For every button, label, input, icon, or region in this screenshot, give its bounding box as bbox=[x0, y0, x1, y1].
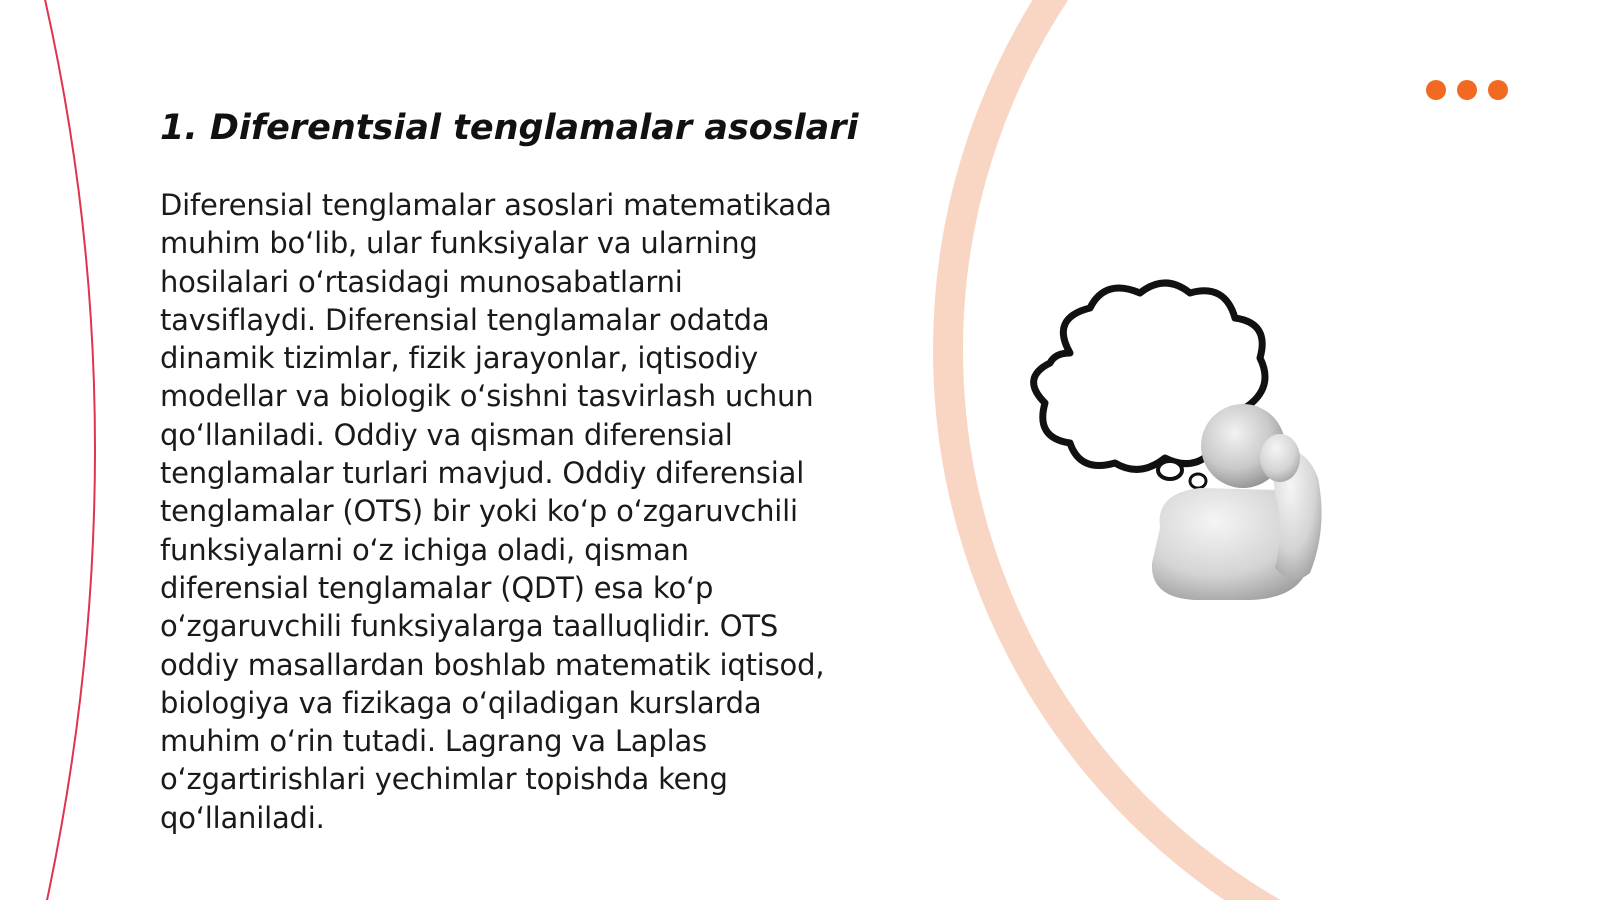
slide-title: 1. Diferentsial tenglamalar asoslari bbox=[160, 108, 859, 148]
thought-bubble-tiny bbox=[1190, 474, 1206, 488]
dot-3 bbox=[1488, 80, 1508, 100]
thought-bubble-small bbox=[1158, 461, 1182, 479]
dot-2 bbox=[1457, 80, 1477, 100]
menu-dots-icon bbox=[1426, 80, 1508, 100]
thinking-person-icon bbox=[1030, 278, 1350, 618]
person-hand bbox=[1260, 434, 1300, 482]
slide-body-text: Diferensial tenglamalar asoslari matematikada muhim bo‘lib, ular funksiyalar va ularning hosilalari o‘rtasidagi munosabatlarni tavsiflaydi. Diferensial tenglamalar odatda dinamik tizimlar, fizik jarayonlar, iqtisodiy modellar va biologik o‘sishni tasvirlash uchun qo‘llaniladi. Oddiy va qisman diferensial tenglamalar turlari mavjud. Oddiy diferensial tenglamalar (OTS) bir yoki ko‘p o‘zgaruvchili funksiyalarni o‘z ichiga oladi, qisman diferensial tenglamalar (QDT) esa ko‘p o‘zgaruvchili funksiyalarga taalluqlidir. OTS oddiy masallardan boshlab matematik iqtisod, biologiya va fizikaga o‘qiladigan kurslarda muhim o‘rin tutadi. Lagrang va Laplas o‘zgartirishlari yechimlar topishda keng qo‘llaniladi. bbox=[160, 188, 832, 835]
left-accent-curve bbox=[44, 0, 95, 900]
dot-1 bbox=[1426, 80, 1446, 100]
